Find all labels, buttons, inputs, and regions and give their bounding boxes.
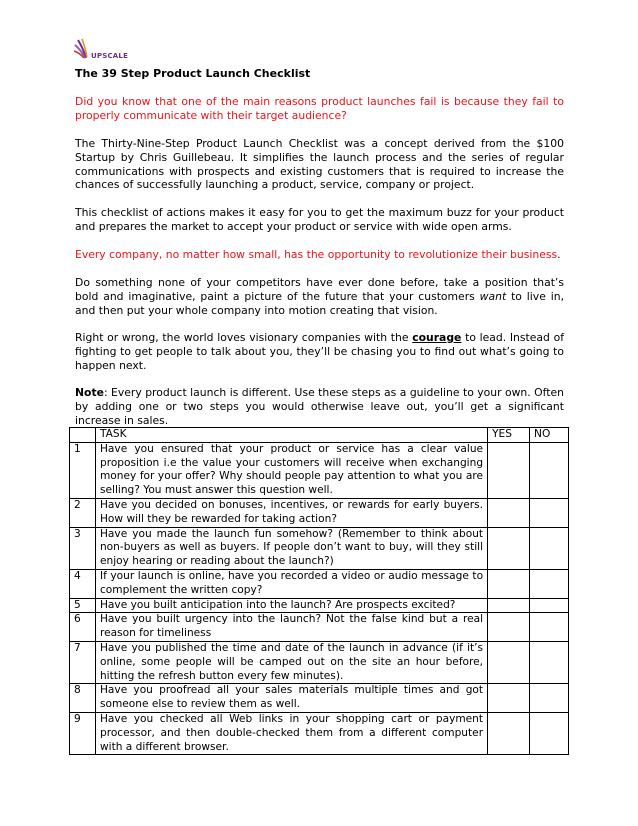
row-no-cell[interactable] [530,442,569,498]
row-task: Have you checked all Web links in your shopping cart or payment processor, and then double-checked them from a different computer with a different browser. [95,712,487,754]
row-task: Have you built anticipation into the launch? Are prospects excited? [95,598,487,613]
header-yes: YES [488,428,530,443]
header-num [70,428,96,443]
row-number: 4 [70,569,96,598]
table-row [70,598,569,613]
checklist-table [69,427,569,755]
row-yes-cell[interactable] [488,712,530,754]
p4-bold-courage: courage [412,331,462,344]
p3-italic-want: want [479,289,507,303]
note-text: : Every product launch is different. Use these steps as a guideline to your own. Often by adding one or two steps you would otherwise leave out, you’ll get a significant increase in sales. [75,386,564,427]
row-yes-cell[interactable] [488,569,530,598]
table-row [70,498,569,527]
row-no-cell[interactable] [530,569,569,598]
p3-text-a: Do something none of your competitors have ever done before, take a position that’s bold and imaginative, paint a picture of the future that your customers [75,276,564,303]
row-task: Have you built urgency into the launch? Not the false kind but a real reason for timeliness [95,613,487,642]
intro-paragraph-1: The Thirty-Nine-Step Product Launch Checklist was a concept derived from the $100 Startup by Chris Guillebeau. It simplifies the launch process and the series of regular communications with prospects and existing customers that is required to increase the chances of successfully launching a product, service, company or project. [75,137,564,192]
row-number: 5 [70,598,96,613]
row-number: 9 [70,712,96,754]
row-task: If your launch is online, have you recorded a video or audio message to complement the written copy? [95,569,487,598]
row-no-cell[interactable] [530,684,569,713]
header-no: NO [530,428,569,443]
table-row [70,684,569,713]
table-row [70,712,569,754]
table-header-row [70,428,569,443]
revolutionize-line [75,248,564,262]
row-no-cell[interactable] [530,498,569,527]
row-number: 3 [70,527,96,569]
document-title: The 39 Step Product Launch Checklist [75,67,311,80]
note-label: Note [75,386,104,399]
intro-question: Did you know that one of the main reasons product launches fail is because they fail to properly communicate with their target audience? [75,95,564,122]
row-yes-cell[interactable] [488,684,530,713]
row-task: Have you proofread all your sales materials multiple times and got someone else to review them as well. [95,684,487,713]
upscale-logo [74,38,144,64]
row-task: Have you published the time and date of the launch in advance (if it’s online, some people will be camped out on the site an hour before, hitting the refresh button every few minutes). [95,641,487,683]
table-row [70,442,569,498]
header-task: TASK [95,428,487,443]
revolutionize-period: . [557,248,561,261]
row-number: 6 [70,613,96,642]
note-paragraph [75,386,564,427]
p4-text-a: Right or wrong, the world loves visionary companies with the [75,331,413,344]
row-yes-cell[interactable] [488,442,530,498]
row-yes-cell[interactable] [488,613,530,642]
row-number: 2 [70,498,96,527]
table-row [70,527,569,569]
intro-paragraph-2: This checklist of actions makes it easy for you to get the maximum buzz for your product and prepares the market to accept your product or service with wide open arms. [75,206,564,233]
table-row [70,613,569,642]
row-number: 7 [70,641,96,683]
row-number: 8 [70,684,96,713]
intro-paragraph-4 [75,331,564,372]
intro-paragraph-3 [75,276,564,317]
p3-text-b: to live in, and then put your whole company into motion creating that vision. [75,289,564,317]
row-no-cell[interactable] [530,527,569,569]
row-no-cell[interactable] [530,598,569,613]
p4-text-b: to lead. Instead of fighting to get people to talk about you, they’ll be chasing you to find out what’s going to happen next. [75,331,564,372]
row-yes-cell[interactable] [488,641,530,683]
revolutionize-text: Every company, no matter how small, has the opportunity to revolutionize their business [75,248,558,261]
table-row [70,641,569,683]
row-task: Have you ensured that your product or service has a clear value proposition i.e the value your customers will receive when exchanging money for your offer? Why should people pay attention to what you are selling? You must answer this question well. [95,442,487,498]
table-row [70,569,569,598]
row-task: Have you made the launch fun somehow? (Remember to think about non-buyers as well as buyers. If people don’t want to buy, will they still enjoy hearing or reading about the launch?) [95,527,487,569]
row-yes-cell[interactable] [488,527,530,569]
row-yes-cell[interactable] [488,498,530,527]
row-no-cell[interactable] [530,641,569,683]
row-no-cell[interactable] [530,613,569,642]
row-number: 1 [70,442,96,498]
row-yes-cell[interactable] [488,598,530,613]
logo-text: UPSCALE [91,52,129,60]
row-no-cell[interactable] [530,712,569,754]
row-task: Have you decided on bonuses, incentives, or rewards for early buyers. How will they be rewarded for taking action? [95,498,487,527]
